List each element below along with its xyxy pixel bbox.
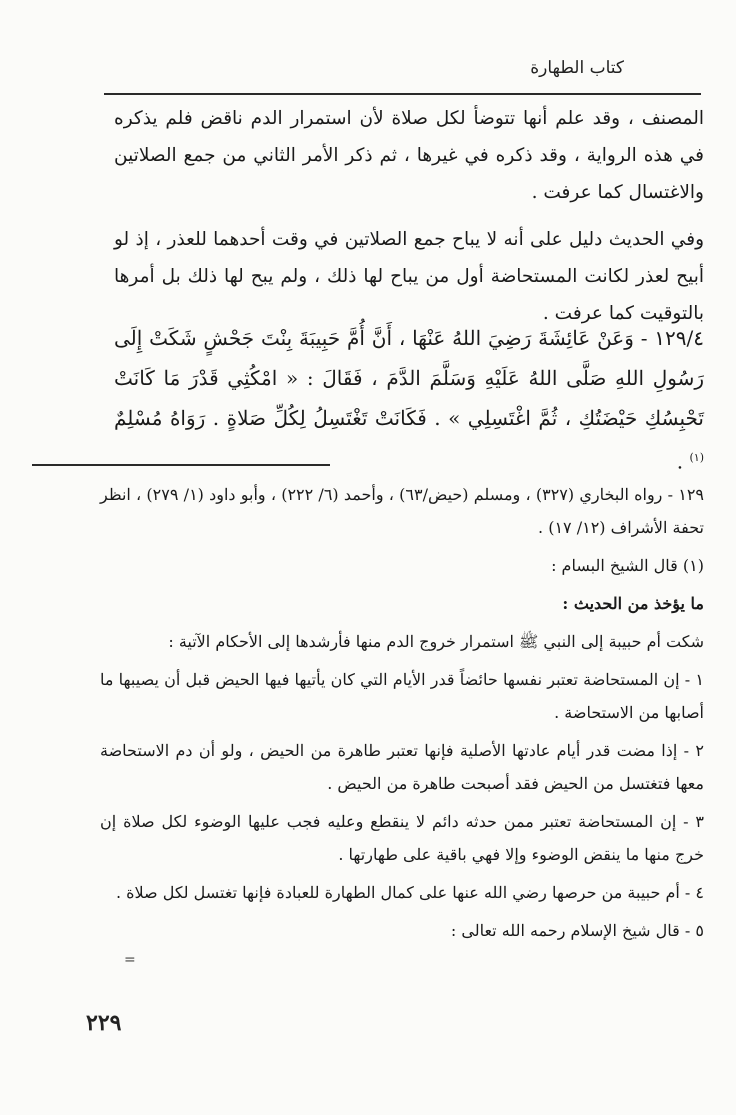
commentary-paragraph-2: وفي الحديث دليل على أنه لا يباح جمع الصلاتين في وقت أحدهما للعذر ، إذ لو أبيح لعذر لكانت المستحاضة أول من يباح لها ذلك ، ولم يبح لها ذلك بل أمرها بالتوقيت كما عرفت . <box>114 229 704 324</box>
benefits-intro: شكت أم حبيبة إلى النبي ﷺ استمرار خروج الدم منها فأرشدها إلى الأحكام الآتية : <box>168 632 704 651</box>
commentary-paragraph-1: المصنف ، وقد علم أنها تتوضأ لكل صلاة لأن استمرار الدم ناقض فلم يذكره في هذه الرواية ، وقد ذكره في غيرها ، ثم ذكر الأمر الثاني من جمع الصلاتين والاغتسال كما عرفت . <box>114 108 704 203</box>
hadith-end: . <box>676 449 690 474</box>
hadith-paragraph <box>114 318 704 482</box>
hadith-block <box>114 318 704 482</box>
footnotes <box>100 478 704 952</box>
benefits-heading: ما يؤخذ من الحديث : <box>562 594 704 613</box>
benefit-item-2: ٢ - إذا مضت قدر أيام عادتها الأصلية فإنها تعتبر طاهرة من الحيض ، ولو أن دم الاستحاضة معها فتغتسل من الحيض فقد أصبحت طاهرة من الحيض . <box>100 741 704 793</box>
header-rule <box>104 93 701 95</box>
running-header-title: كتاب الطهارة <box>530 58 624 78</box>
benefit-item-5: ٥ - قال شيخ الإسلام رحمه الله تعالى : <box>450 921 704 940</box>
commentary-text <box>114 100 704 342</box>
takhrij-note: ١٢٩ - رواه البخاري (٣٢٧) ، ومسلم (حيض/٦٣) ، وأحمد (٦/ ٢٢٢) ، وأبو داود (١/ ٢٧٩) ، انظر تحفة الأشراف (١٢/ ١٧) . <box>100 485 705 537</box>
benefit-item-1: ١ - إن المستحاضة تعتبر نفسها حائضاً قدر الأيام التي كان يأتيها فيها الحيض قبل أن يصيبها ما أصابها من الاستحاضة . <box>100 670 704 722</box>
benefit-item-4: ٤ - أم حبيبة من حرصها رضي الله عنها على كمال الطهارة للعبادة فإنها تغتسل لكل صلاة . <box>115 883 704 902</box>
continuation-mark: = <box>124 952 136 968</box>
hadith-text: ١٢٩/٤ - وَعَنْ عَائِشَةَ رَضِيَ اللهُ عَنْهَا ، أَنَّ أُمَّ حَبِيبَةَ بِنْتَ جَحْشٍ شَكَتْ إِلَى رَسُولِ اللهِ صَلَّى اللهُ عَلَيْهِ وَسَلَّمَ الدَّمَ ، فَقَالَ : « امْكُثِي قَدْرَ مَا كَانَتْ تَحْبِسُكِ حَيْضَتُكِ ، ثُمَّ اغْتَسِلِي » . فَكَانَتْ تَغْتَسِلُ لِكُلِّ صَلاةٍ . رَوَاهُ مُسْلِمٌ <box>114 326 704 430</box>
page-number: ٢٢٩ <box>86 1010 122 1036</box>
benefit-item-3: ٣ - إن المستحاضة تعتبر ممن حدثه دائم لا ينقطع وعليه فجب عليها الوضوء لكل صلاة إن خرج منها ما ينقض الوضوء وإلا فهي باقية على طهارتها . <box>100 812 704 864</box>
footnote-marker: (١) <box>689 451 704 464</box>
footnote-rule <box>32 464 330 466</box>
footnote-1: (١) قال الشيخ البسام : <box>551 556 704 575</box>
